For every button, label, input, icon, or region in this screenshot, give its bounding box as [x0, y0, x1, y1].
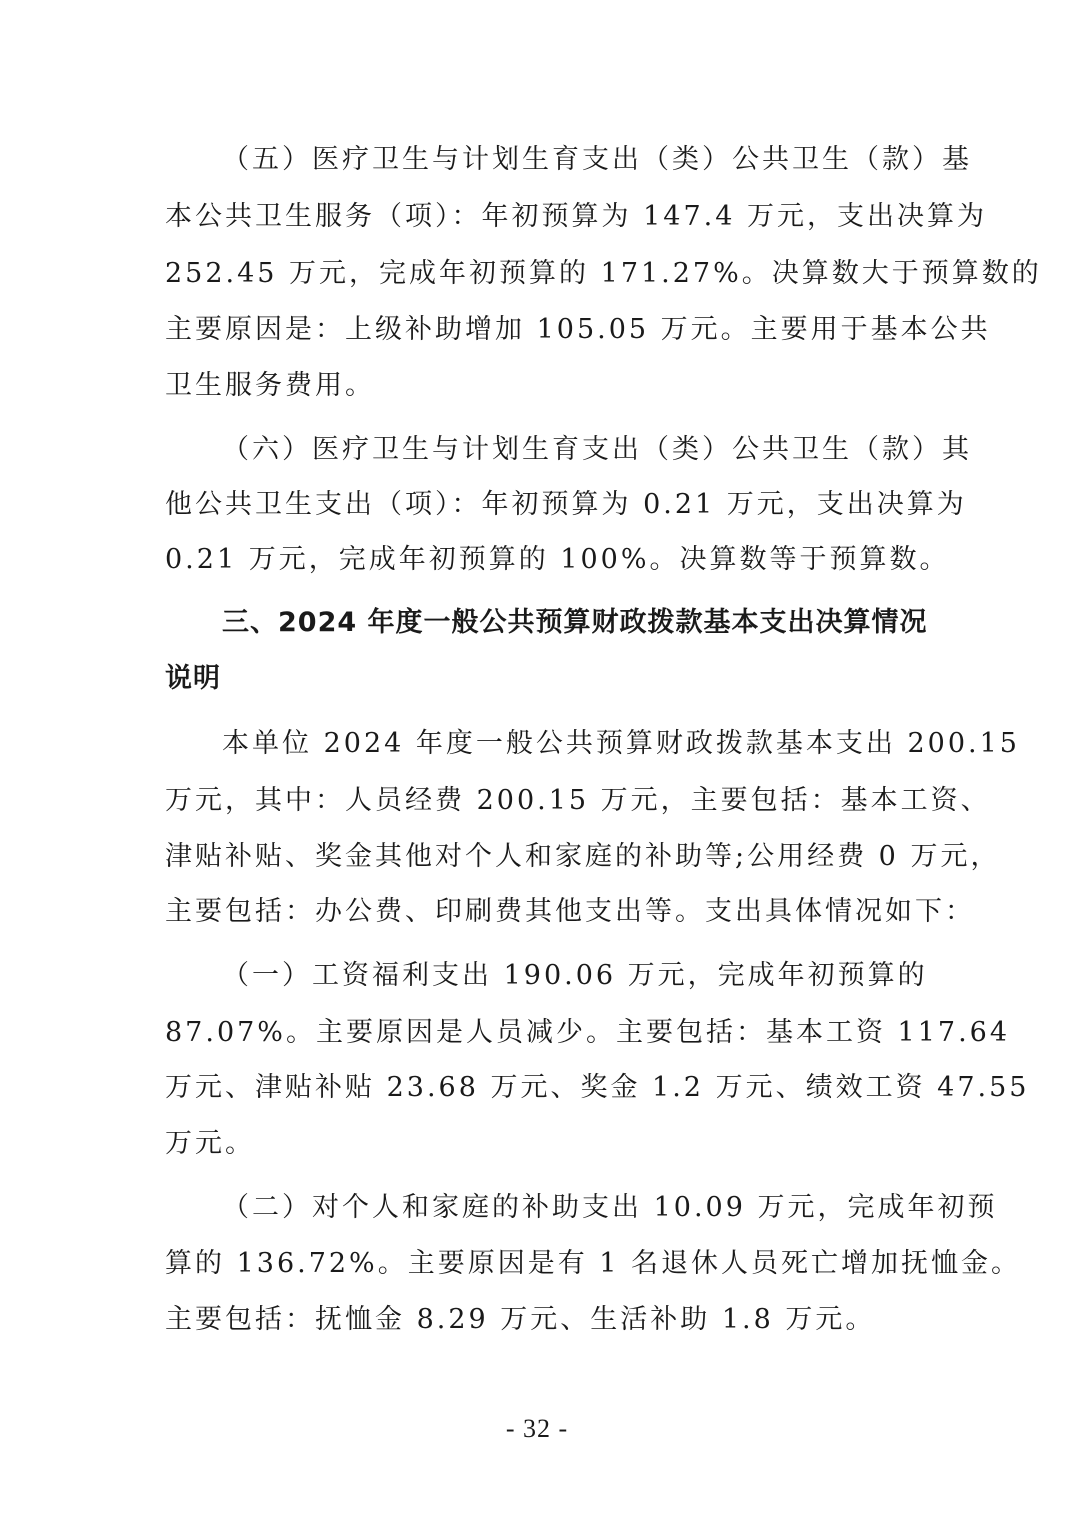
- paragraph-line: （五）医疗卫生与计划生育支出（类）公共卫生（款）基: [222, 144, 972, 175]
- section-heading: 说明: [165, 663, 221, 694]
- paragraph-line: 他公共卫生支出（项）：年初预算为 0.21 万元，支出决算为: [165, 489, 967, 520]
- paragraph-line: 主要原因是：上级补助增加 105.05 万元。主要用于基本公共: [165, 314, 991, 345]
- paragraph-line: 万元、津贴补贴 23.68 万元、奖金 1.2 万元、绩效工资 47.55: [165, 1072, 1030, 1103]
- paragraph-line: 算的 136.72%。主要原因是有 1 名退休人员死亡增加抚恤金。: [165, 1248, 1022, 1279]
- paragraph-line: 主要包括：办公费、印刷费其他支出等。支出具体情况如下：: [165, 896, 975, 927]
- section-heading: 三、2024 年度一般公共预算财政拨款基本支出决算情况: [222, 607, 928, 638]
- paragraph-line: 卫生服务费用。: [165, 370, 375, 401]
- page-number: - 32 -: [505, 1414, 569, 1443]
- paragraph-line: （二）对个人和家庭的补助支出 10.09 万元，完成年初预: [222, 1192, 998, 1223]
- paragraph-line: 万元。: [165, 1128, 255, 1159]
- paragraph-line: 87.07%。主要原因是人员减少。主要包括：基本工资 117.64: [165, 1017, 1011, 1048]
- paragraph-line: 本单位 2024 年度一般公共预算财政拨款基本支出 200.15: [222, 728, 1020, 759]
- paragraph-line: 0.21 万元，完成年初预算的 100%。决算数等于预算数。: [165, 544, 950, 575]
- paragraph-line: 万元，其中：人员经费 200.15 万元，主要包括：基本工资、: [165, 785, 991, 816]
- paragraph-line: 主要包括：抚恤金 8.29 万元、生活补助 1.8 万元。: [165, 1304, 876, 1335]
- paragraph-line: 本公共卫生服务（项）：年初预算为 147.4 万元，支出决算为: [165, 201, 987, 232]
- paragraph-line: （一）工资福利支出 190.06 万元，完成年初预算的: [222, 960, 928, 991]
- paragraph-line: 津贴补贴、奖金其他对个人和家庭的补助等;公用经费 0 万元，: [165, 841, 1001, 872]
- paragraph-line: （六）医疗卫生与计划生育支出（类）公共卫生（款）其: [222, 434, 972, 465]
- paragraph-line: 252.45 万元，完成年初预算的 171.27%。决算数大于预算数的: [165, 258, 1042, 289]
